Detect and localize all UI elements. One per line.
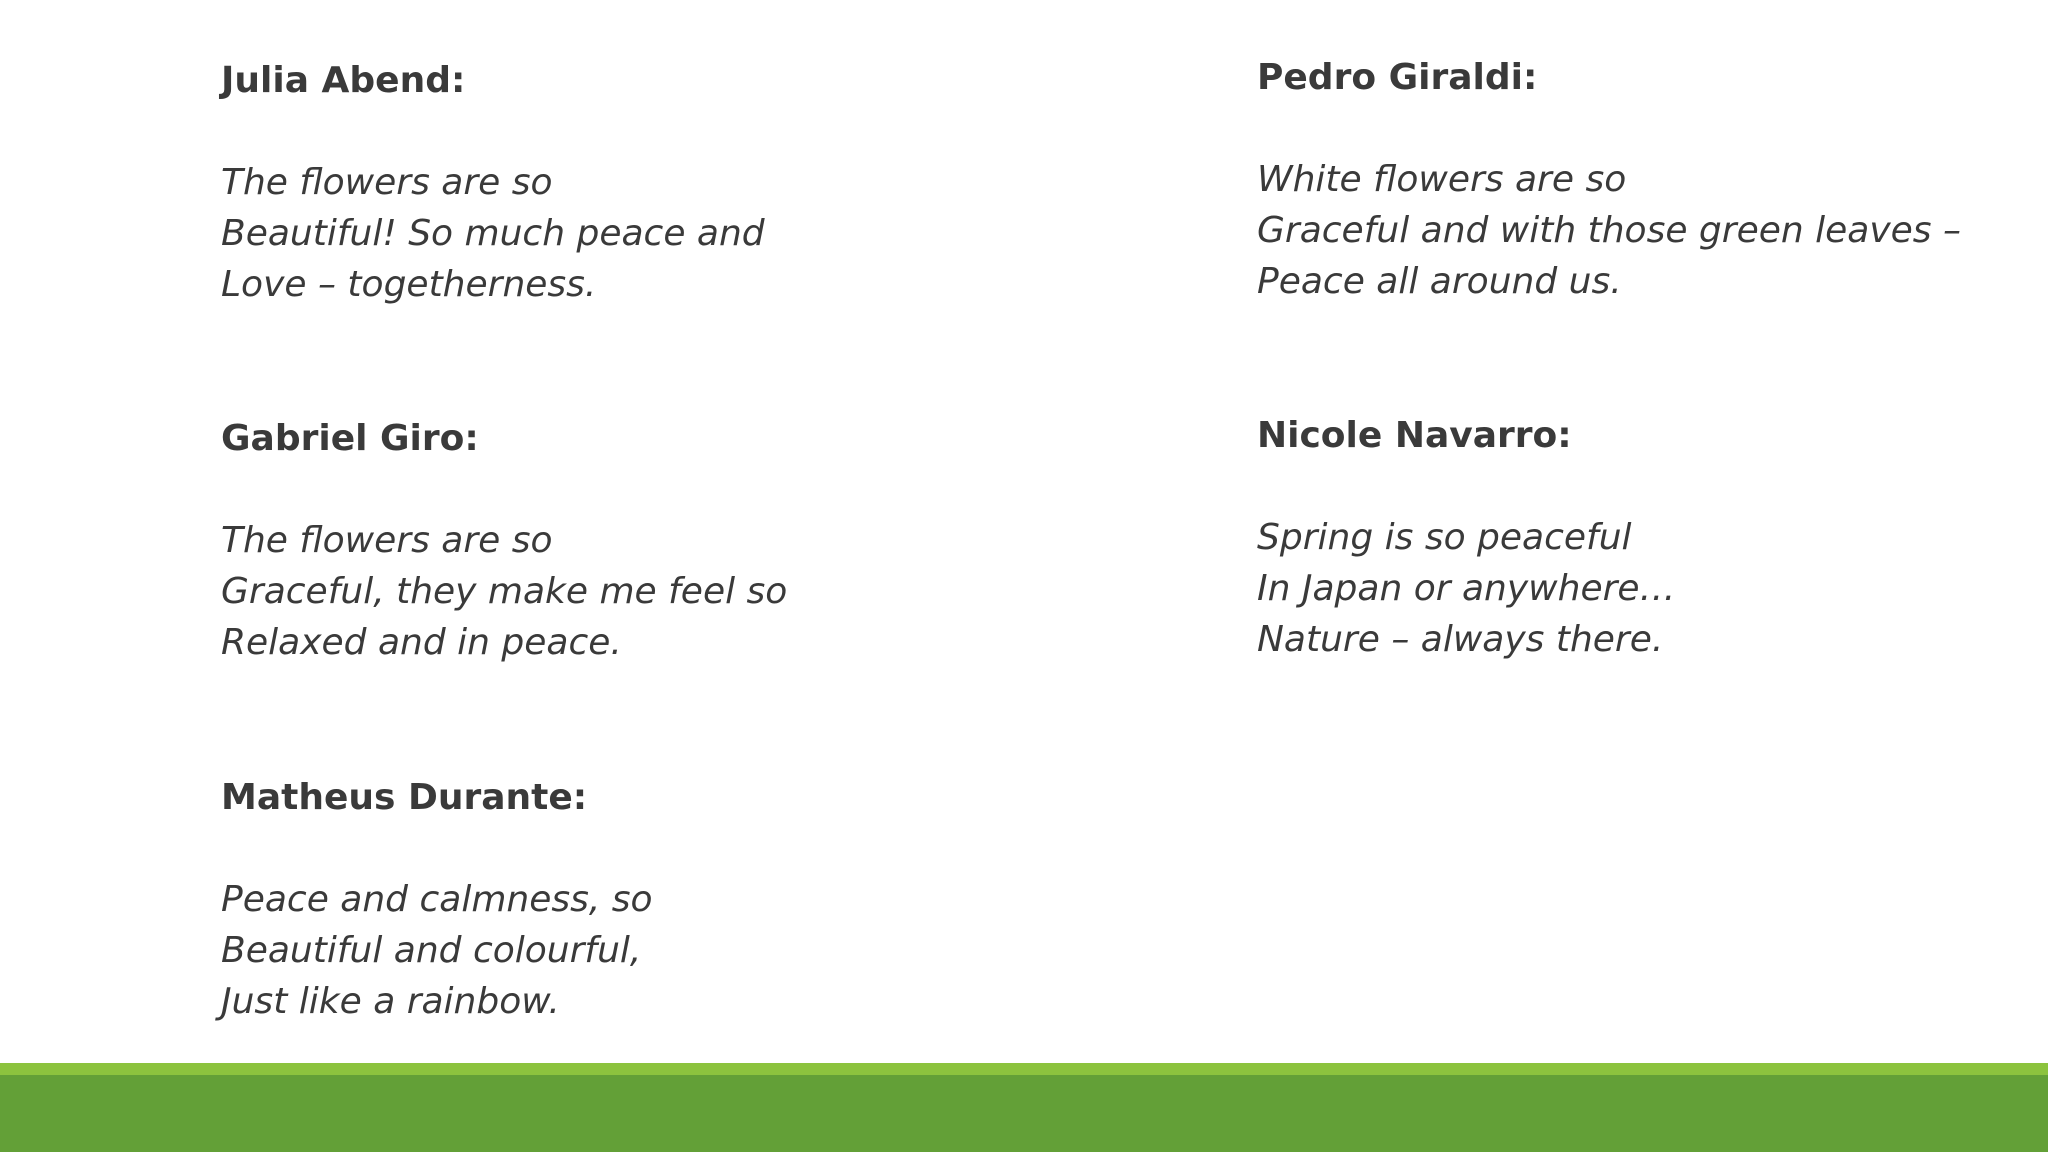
poem-line: Beautiful and colourful, [221, 930, 642, 971]
poem-line: The flowers are so [221, 520, 553, 561]
poem-author: Nicole Navarro: [1257, 415, 1572, 456]
poem-lines [1257, 154, 2048, 307]
poem-author: Gabriel Giro: [221, 418, 479, 459]
poem-lines [221, 515, 1081, 668]
poem-author: Julia Abend: [221, 60, 466, 101]
poem-lines [221, 874, 1081, 1027]
poem-line: In Japan or anywhere… [1257, 568, 1676, 609]
poem-line: Peace and calmness, so [221, 879, 653, 920]
poem-lines [221, 157, 1081, 310]
footer-accent-stripe [0, 1063, 2048, 1075]
poem-matheus-durante [221, 772, 1081, 1027]
poem-lines [1257, 512, 2048, 665]
poem-nicole-navarro [1257, 410, 2048, 665]
poem-line: The flowers are so [221, 162, 553, 203]
poem-line: Beautiful! So much peace and [221, 213, 765, 254]
poem-line: White flowers are so [1257, 159, 1627, 200]
poem-line: Just like a rainbow. [221, 981, 560, 1022]
poem-line: Relaxed and in peace. [221, 622, 622, 663]
poem-gabriel-giro [221, 413, 1081, 668]
poem-line: Love – togetherness. [221, 264, 597, 305]
poem-line: Graceful, they make me feel so [221, 571, 788, 612]
poem-line: Spring is so peaceful [1257, 517, 1632, 558]
footer-bar [0, 1075, 2048, 1152]
poem-julia-abend [221, 55, 1081, 310]
poem-author: Matheus Durante: [221, 777, 588, 818]
poem-line: Nature – always there. [1257, 619, 1664, 660]
poem-author: Pedro Giraldi: [1257, 57, 1538, 98]
poem-line: Peace all around us. [1257, 261, 1622, 302]
poem-pedro-giraldi [1257, 52, 2048, 307]
poem-line: Graceful and with those green leaves – [1257, 210, 1962, 251]
